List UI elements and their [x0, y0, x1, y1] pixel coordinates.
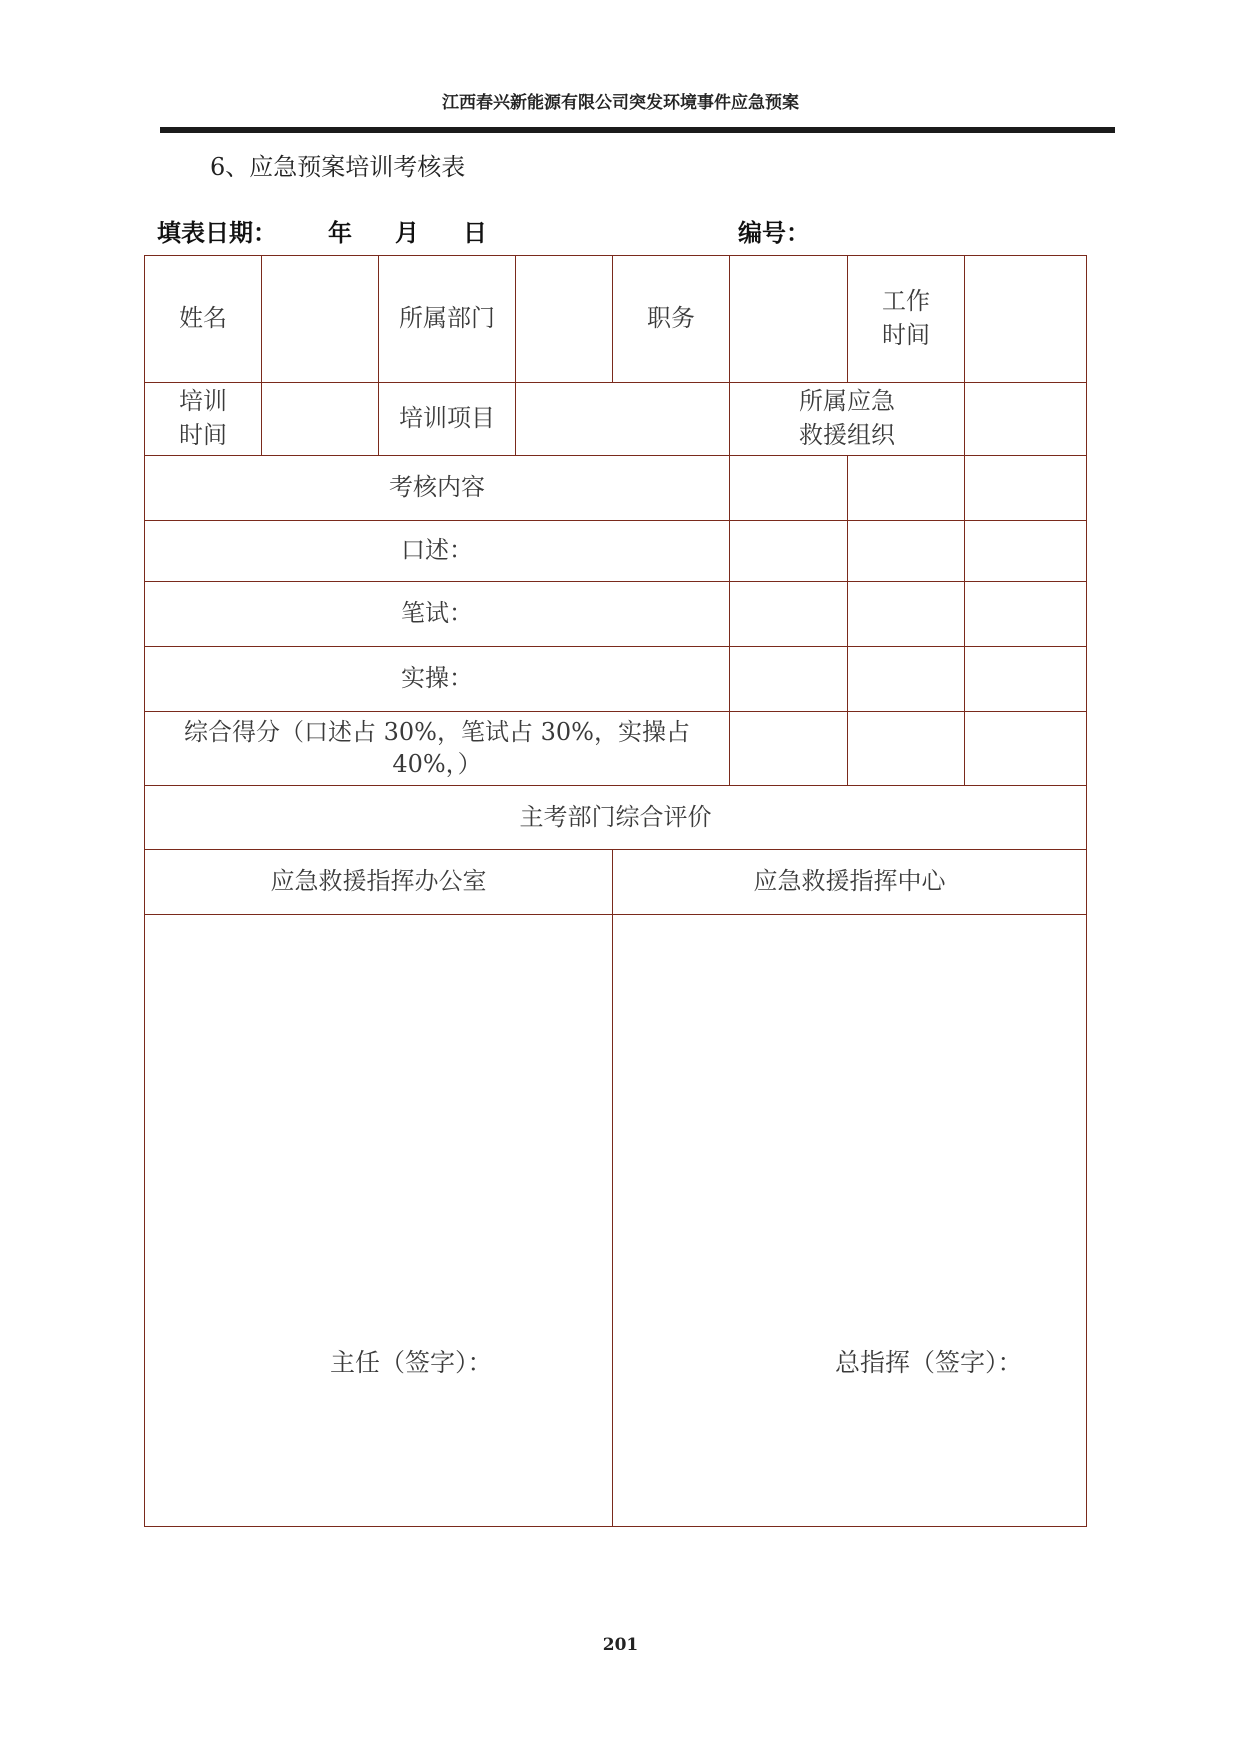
office-label: 应急救援指挥办公室	[145, 850, 613, 915]
commander-sign-label: 总指挥（签字）：	[835, 1348, 1023, 1377]
day-label: 日	[463, 219, 487, 247]
written-label: 笔试：	[145, 582, 730, 647]
exam-content-cell[interactable]	[730, 456, 848, 521]
department-field[interactable]	[516, 256, 613, 383]
written-score-cell[interactable]	[848, 582, 965, 647]
date-label: 填表日期：	[157, 219, 277, 247]
position-label: 职务	[613, 256, 730, 383]
page-number: 201	[602, 1635, 639, 1655]
form-row	[145, 383, 1087, 456]
form-row	[145, 647, 1087, 712]
training-item-label: 培训项目	[379, 383, 516, 456]
name-field[interactable]	[262, 256, 379, 383]
training-time-field[interactable]	[262, 383, 379, 456]
work-time-label: 工作 时间	[848, 256, 965, 383]
rescue-org-field[interactable]	[965, 383, 1087, 456]
training-assessment-form	[144, 255, 1087, 1527]
practical-score-cell[interactable]	[730, 647, 848, 712]
exam-content-cell[interactable]	[848, 456, 965, 521]
practical-score-cell[interactable]	[848, 647, 965, 712]
position-field[interactable]	[730, 256, 848, 383]
evaluation-label: 主考部门综合评价	[145, 786, 1087, 850]
oral-score-cell[interactable]	[848, 521, 965, 582]
name-label: 姓名	[145, 256, 262, 383]
form-row	[145, 256, 1087, 383]
training-item-field[interactable]	[516, 383, 730, 456]
department-label: 所属部门	[379, 256, 516, 383]
written-score-cell[interactable]	[965, 582, 1087, 647]
work-time-field[interactable]	[965, 256, 1087, 383]
form-row	[145, 712, 1087, 786]
number-label: 编号：	[738, 219, 810, 247]
composite-score-cell[interactable]	[848, 712, 965, 786]
oral-score-cell[interactable]	[730, 521, 848, 582]
practical-score-cell[interactable]	[965, 647, 1087, 712]
exam-content-cell[interactable]	[965, 456, 1087, 521]
document-header-title: 江西春兴新能源有限公司突发环境事件应急预案	[442, 93, 799, 113]
form-row	[145, 786, 1087, 850]
form-row	[145, 850, 1087, 915]
center-label: 应急救援指挥中心	[613, 850, 1087, 915]
year-label: 年	[328, 219, 352, 247]
form-row	[145, 456, 1087, 521]
month-label: 月	[395, 219, 419, 247]
director-sign-label: 主任（签字）：	[330, 1348, 493, 1377]
composite-score-label: 综合得分（口述占 30%，笔试占 30%，实操占 40%，）	[145, 712, 730, 786]
exam-content-label: 考核内容	[145, 456, 730, 521]
composite-score-cell[interactable]	[730, 712, 848, 786]
written-score-cell[interactable]	[730, 582, 848, 647]
rescue-org-label: 所属应急 救援组织	[730, 383, 965, 456]
form-row	[145, 915, 1087, 1527]
training-time-label: 培训 时间	[145, 383, 262, 456]
commander-signature-area[interactable]	[613, 915, 1087, 1527]
oral-label: 口述：	[145, 521, 730, 582]
header-divider	[160, 127, 1115, 133]
section-title: 6、应急预案培训考核表	[210, 153, 466, 181]
oral-score-cell[interactable]	[965, 521, 1087, 582]
form-row	[145, 521, 1087, 582]
director-signature-area[interactable]	[145, 915, 613, 1527]
practical-label: 实操：	[145, 647, 730, 712]
composite-score-cell[interactable]	[965, 712, 1087, 786]
form-row	[145, 582, 1087, 647]
